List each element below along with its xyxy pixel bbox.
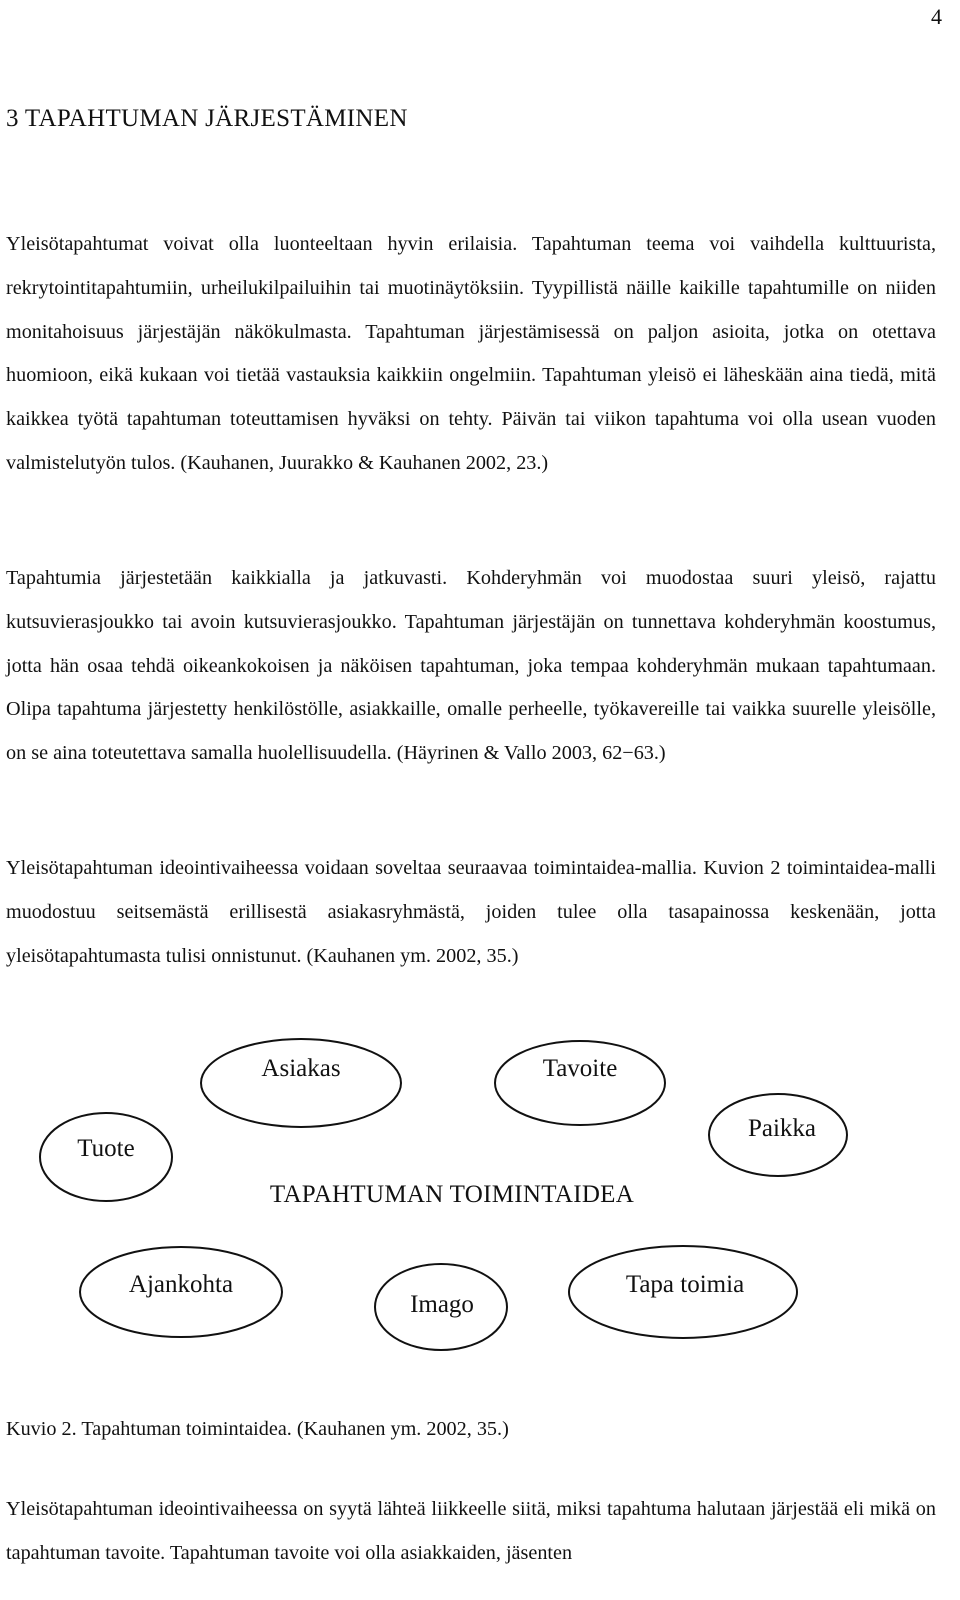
paragraph-4: Yleisötapahtuman ideointivaiheessa on syytä lähteä liikkeelle siitä, miksi tapahtuma halutaan järjestää eli mikä on tapahtuman tavoite. Tapahtuman tavoite voi olla asiakkaiden, jäsenten [6,1498,936,1564]
figure-caption: Kuvio 2. Tapahtuman toimintaidea. (Kauhanen ym. 2002, 35.) [6,1418,509,1440]
paragraph-1: Yleisötapahtumat voivat olla luonteeltaan hyvin erilaisia. Tapahtuman teema voi vaihdella kulttuurista, rekrytointitapahtumiin, urheilukilpailuihin tai muotinäytöksiin. Tyypillistä näille kaikille tapahtumille on niiden monitahoisuus järjestäjän näkökulmasta. Tapahtuman järjestämisessä on paljon asioita, jotka on otettava huomioon, eikä kukaan voi tietää vastauksia kaikkiin ongelmiin. Tapahtuman yleisö ei läheskään aina tiedä, mitä kaikkea työtä tapahtuman toteuttamisen hyväksi on tehty. Päivän tai viikon tapahtuma voi olla usean vuoden valmistelutyön tulos. (Kauhanen, Juurakko & Kauhanen 2002, 23.) [6,233,936,474]
diagram-node-label: Paikka [747,1115,817,1142]
diagram-node-paikka [709,1094,847,1176]
diagram-center-label: TAPAHTUMAN TOIMINTAIDEA [269,1181,635,1208]
diagram-node-label: Tuote [77,1135,135,1162]
diagram-node-tuote [40,1113,172,1201]
diagram-node-label: Imago [410,1291,474,1318]
diagram-node-tavoite [495,1041,665,1125]
diagram-canvas [0,1030,960,1390]
diagram-node-label: Tavoite [542,1055,618,1082]
paragraph-3: Yleisötapahtuman ideointivaiheessa voidaan soveltaa seuraavaa toimintaidea-mallia. Kuvion 2 toimintaidea-malli muodostuu seitsemästä erillisestä asiakasryhmästä, joiden tulee olla tasapainossa keskenään, jotta yleisötapahtumasta tulisi onnistunut. (Kauhanen ym. 2002, 35.) [6,857,936,967]
diagram-node-label: Asiakas [261,1055,341,1082]
diagram-node-label: Tapa toimia [625,1271,745,1298]
paragraph-2: Tapahtumia järjestetään kaikkialla ja jatkuvasti. Kohderyhmän voi muodostaa suuri yleisö, rajattu kutsuvierasjoukko tai avoin kutsuvierasjoukko. Tapahtuman järjestäjän on tunnettava kohderyhmän koostumus, jotta hän osaa tehdä oikeankokoisen ja näköisen tapahtuman, joka tempaa kohderyhmän mukaan tapahtumaan. Olipa tapahtuma järjestetty henkilöstölle, asiakkaille, omalle perheelle, työkavereille tai vaikka suurelle yleisölle, on se aina toteutettava samalla huolellisuudella. (Häyrinen & Vallo 2003, 62−63.) [6,567,936,765]
diagram-node-label: Ajankohta [128,1271,234,1298]
section-heading: 3 TAPAHTUMAN JÄRJESTÄMINEN [6,105,408,132]
diagram-node-tapa-toimia [569,1246,797,1338]
page-number: 4 [931,4,942,29]
diagram-node-asiakas [201,1039,401,1127]
diagram-node-imago [375,1264,507,1350]
diagram-node-ajankohta [80,1247,282,1337]
toimintaidea-diagram [0,1030,960,1390]
